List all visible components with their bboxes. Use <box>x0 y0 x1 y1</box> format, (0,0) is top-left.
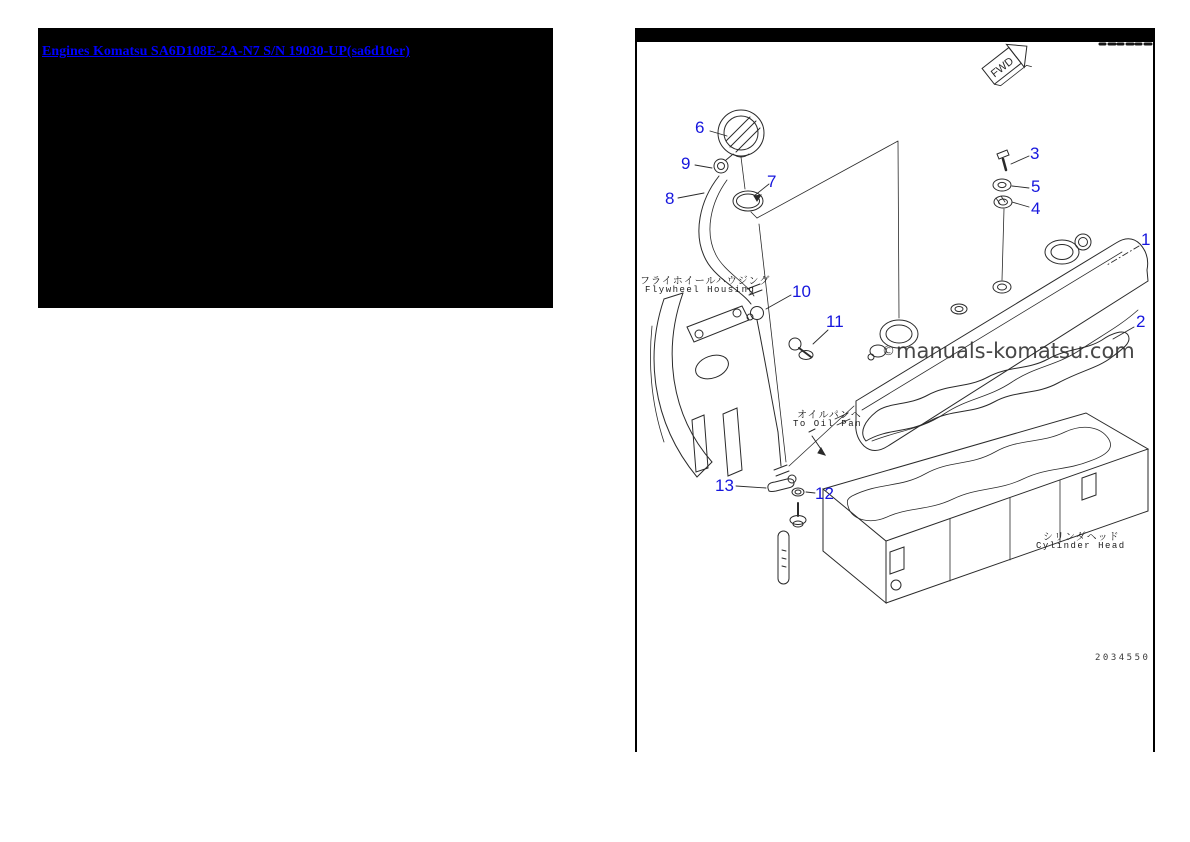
part-callout-10: 10 <box>792 282 811 301</box>
site-watermark <box>882 339 1135 363</box>
part-callout-9: 9 <box>681 154 691 173</box>
cylinder-head-label-jp: シリンダヘッド <box>1043 532 1120 543</box>
part-callout-13: 13 <box>715 476 734 495</box>
flywheel-housing-label-en: Flywheel Housing <box>645 285 756 295</box>
o-ring-drawing <box>733 191 763 211</box>
flywheel-housing-drawing <box>651 293 750 477</box>
clip-bolt-drawing <box>789 338 813 360</box>
part-callout-4: 4 <box>1031 199 1041 218</box>
to-oil-pan-label-en: To Oil Pan <box>793 419 863 429</box>
figure-code: 2034550 <box>1095 653 1151 663</box>
oil-filler-cap-drawing <box>718 110 764 157</box>
part-callout-7: 7 <box>767 172 777 191</box>
cylinder-head-label-en: Cylinder Head <box>1036 541 1126 551</box>
callout-leader-lines <box>678 131 1139 493</box>
engine-model-link[interactable]: Engines Komatsu SA6D108E-2A-N7 S/N 19030-UP(sa6d10er) <box>42 44 410 59</box>
part-callout-11: 11 <box>826 312 844 331</box>
lower-clip-and-nut-drawing <box>768 475 806 527</box>
part-callout-2: 2 <box>1136 312 1146 331</box>
drain-tube-drawing <box>757 320 789 584</box>
tube-clip-drawing <box>747 307 764 321</box>
cover-bolt-washers-drawing <box>993 150 1012 280</box>
part-callout-1: 1 <box>1141 230 1151 249</box>
fwd-arrow-icon <box>980 35 1039 91</box>
part-callout-3: 3 <box>1030 144 1040 163</box>
copyright-icon: © <box>882 344 895 359</box>
part-callout-5: 5 <box>1031 177 1041 196</box>
hose-clamp-drawing <box>714 155 732 173</box>
svg-text:FWD: FWD <box>988 55 1017 81</box>
part-callout-12: 12 <box>815 484 834 503</box>
part-callout-6: 6 <box>695 118 705 137</box>
to-oil-pan-label-jp: オイルパンへ <box>797 410 862 421</box>
watermark-text: manuals-komatsu.com <box>896 339 1135 363</box>
cylinder-head-drawing <box>823 413 1148 603</box>
part-callout-8: 8 <box>665 189 675 208</box>
flywheel-housing-label-jp: フライホイールハウジング <box>640 276 771 287</box>
